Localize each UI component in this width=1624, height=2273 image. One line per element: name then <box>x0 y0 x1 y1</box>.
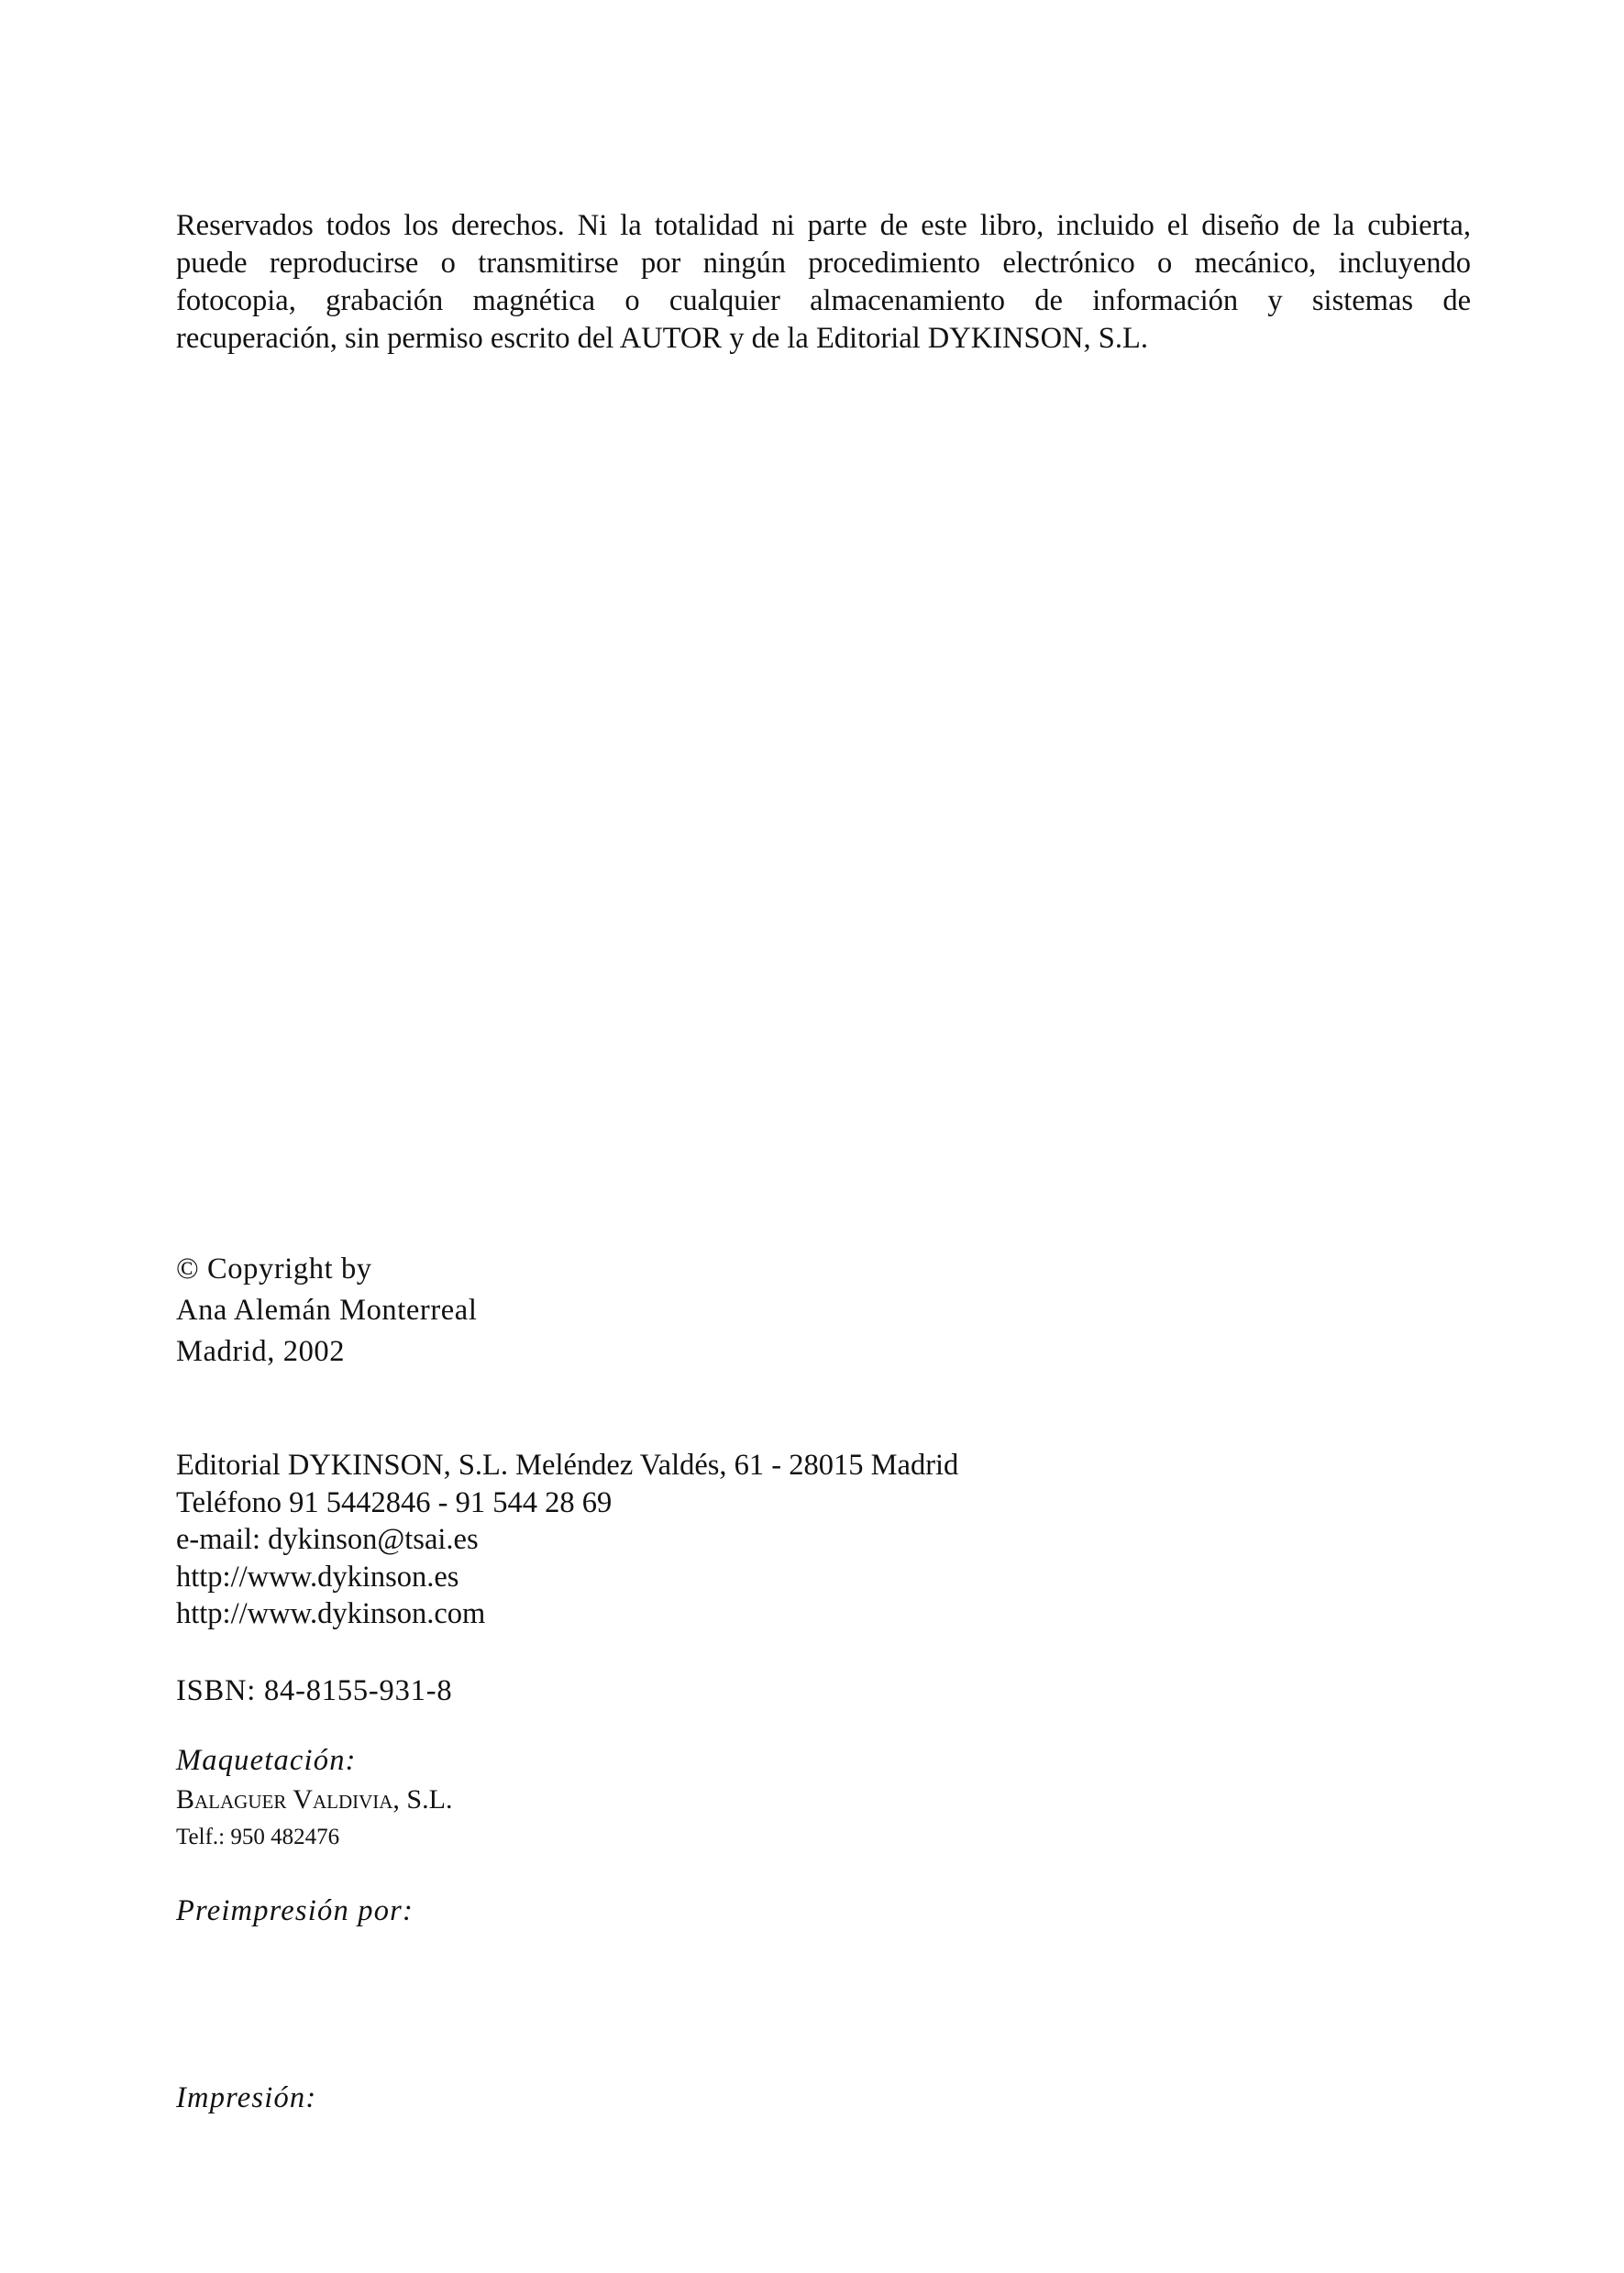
copyright-author: Ana Alemán Monterreal <box>176 1294 478 1327</box>
maquetacion-phone: Telf.: 950 482476 <box>176 1825 340 1849</box>
impresion-label: Impresión: <box>176 2081 317 2114</box>
publisher-address: Editorial DYKINSON, S.L. Meléndez Valdés, 61 - 28015 Madrid <box>176 1449 959 1482</box>
isbn: ISBN: 84-8155-931-8 <box>176 1674 453 1707</box>
copyright-place-year: Madrid, 2002 <box>176 1335 346 1368</box>
copyright-block <box>176 1249 477 1373</box>
rights-reserved-paragraph <box>176 207 1471 358</box>
rights-line: fotocopia, grabación magnética o cualquier almacenamiento de información y sistemas de <box>176 284 1471 317</box>
maquetacion-company <box>176 1784 452 1815</box>
preimpresion-label: Preimpresión por: <box>176 1894 414 1927</box>
copyright-notice: © Copyright by <box>176 1252 372 1285</box>
publisher-block <box>176 1447 958 1633</box>
rights-line: puede reproducirse o transmitirse por ningún procedimiento electrónico o mecánico, incluyendo <box>176 247 1471 280</box>
publisher-website-com: http://www.dykinson.com <box>176 1597 486 1630</box>
maquetacion-company-name: Balaguer Valdivia, S.L. <box>176 1784 453 1815</box>
maquetacion-label: Maquetación: <box>176 1744 357 1777</box>
rights-line: Reservados todos los derechos. Ni la totalidad ni parte de este libro, incluido el diseño de la cubierta, <box>176 209 1471 242</box>
publisher-website-es: http://www.dykinson.es <box>176 1560 459 1594</box>
rights-line: recuperación, sin permiso escrito del AUTOR y de la Editorial DYKINSON, S.L. <box>176 322 1148 355</box>
publisher-phone: Teléfono 91 5442846 - 91 544 28 69 <box>176 1485 613 1519</box>
publisher-email: e-mail: dykinson@tsai.es <box>176 1523 479 1556</box>
